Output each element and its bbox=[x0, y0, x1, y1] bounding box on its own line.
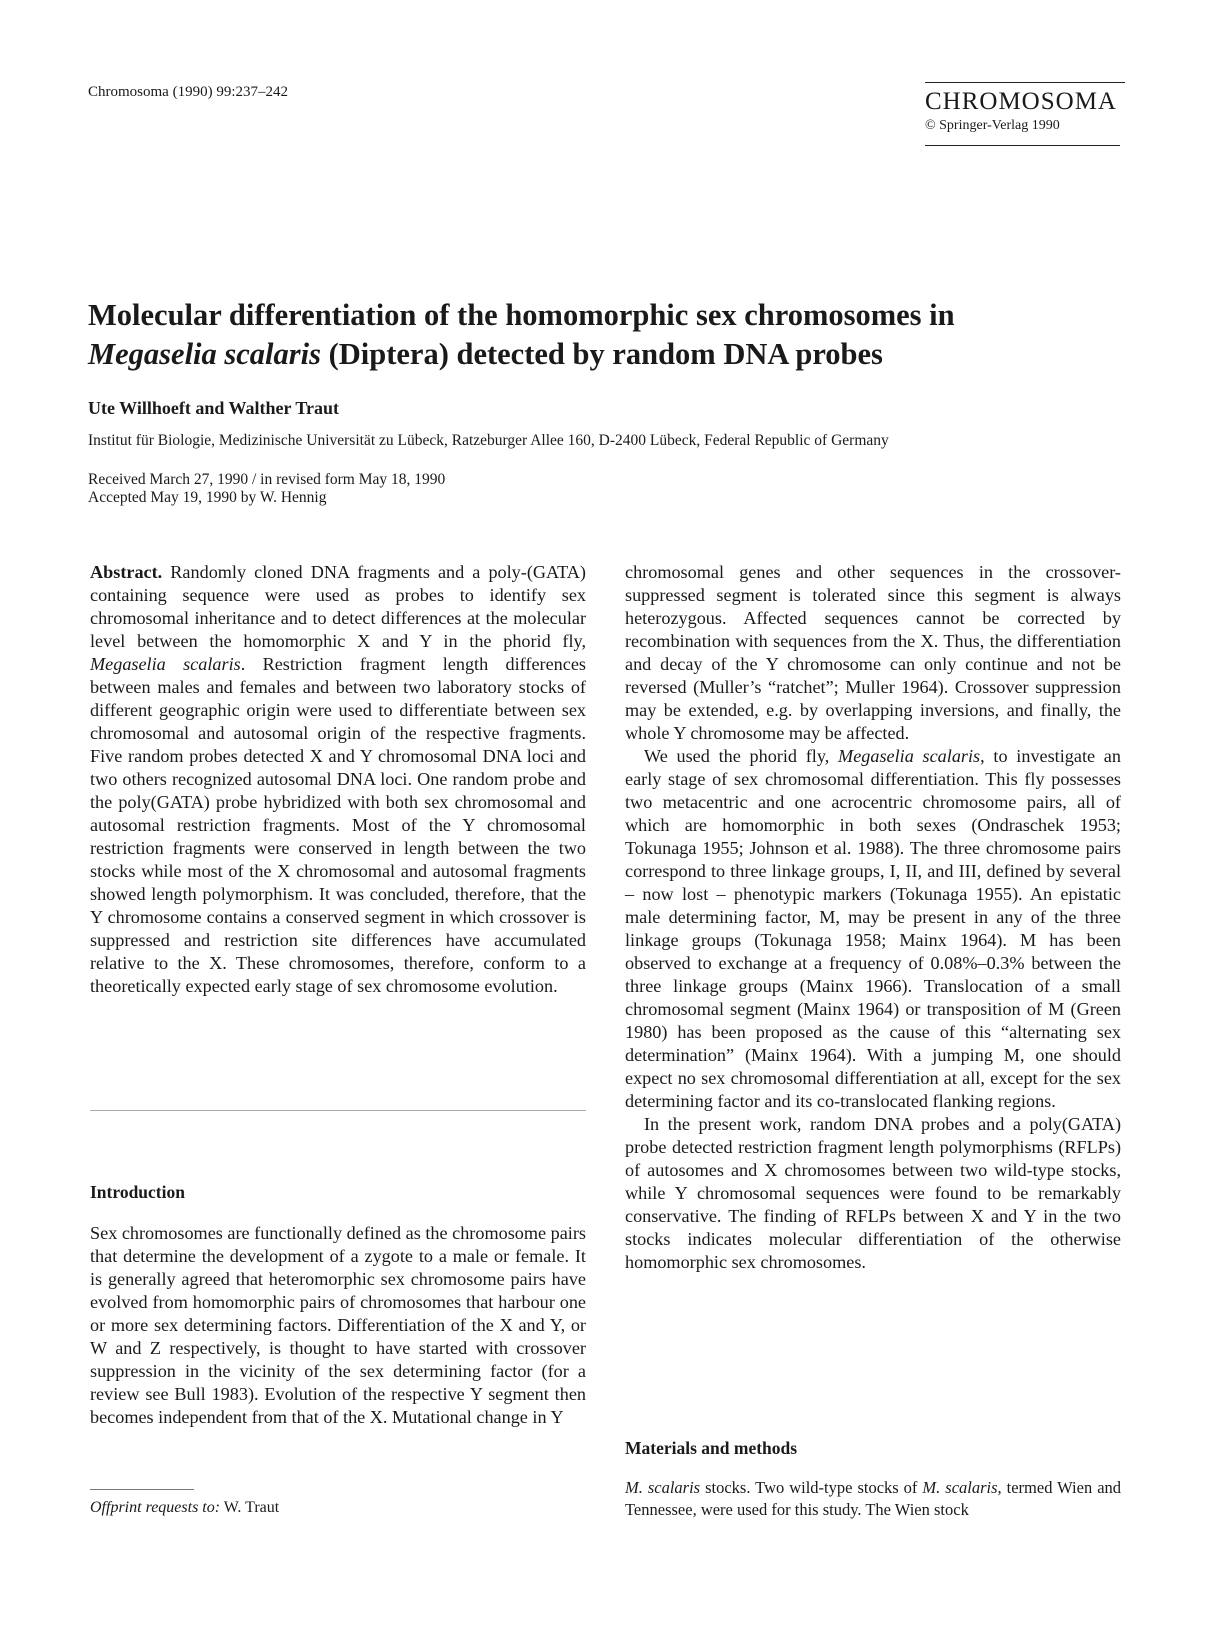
title-line-1: Molecular differentiation of the homomorphic sex chromosomes in bbox=[88, 298, 955, 332]
abstract-divider bbox=[90, 1110, 586, 1111]
introduction-paragraph-continued: chromosomal genes and other sequences in the crossover-suppressed segment is tolerated since this segment is always heterozygous. Affected sequences cannot be corrected by recombination with sequences from the X. Thus, the differentiation and decay of the Y chromosome can only continue and not be reversed (Muller’s “ratchet”; Muller 1964). Crossover suppression may be extended, e.g. by overlapping inversions, and finally, the whole Y chromosome may be affected. bbox=[625, 562, 1121, 743]
brand-bottom-rule bbox=[925, 145, 1120, 146]
introduction-body bbox=[90, 1222, 586, 1429]
abstract-paragraph bbox=[90, 561, 586, 998]
journal-reference: Chromosoma (1990) 99:237–242 bbox=[88, 84, 288, 100]
para2-species: Megaselia scalaris bbox=[838, 746, 981, 766]
right-column bbox=[625, 561, 1121, 1274]
methods-species: M. scalaris bbox=[922, 1478, 998, 1497]
methods-body bbox=[625, 1477, 1121, 1521]
title-species: Megaselia scalaris bbox=[88, 337, 321, 371]
methods-heading: Materials and methods bbox=[625, 1438, 798, 1458]
abstract-column bbox=[90, 561, 586, 998]
abstract-text-part-2: . Restriction fragment length differences between males and females and between two laboratory stocks of different geographic origin were used to differentiate between sex chromosomal and autosomal origin of the respective fragments. Five random probes detected X and Y chromosomal DNA loci and two others recognized autosomal DNA loci. One random probe and the poly(GATA) probe hybridized with both sex chromosomal and autosomal restriction fragments. Most of the Y chromosomal restriction fragments were conserved in length between the two stocks while most of the X chromosomal and autosomal fragments showed length polymorphism. It was concluded, therefore, that the Y chromosome contains a conserved segment in which crossover is suppressed and restriction site differences have accumulated relative to the X. These chromosomes, therefore, conform to a theoretically expected early stage of sex chromosome evolution. bbox=[90, 654, 586, 996]
authors: Ute Willhoeft and Walther Traut bbox=[88, 398, 340, 418]
abstract-species: Megaselia scalaris bbox=[90, 654, 241, 674]
abstract-text-part-1: Randomly cloned DNA fragments and a poly-(GATA) containing sequence were used as probes to identify sex chromosomal inheritance and to detect differences at the molecular level between the homomorphic X and Y in the phorid fly, bbox=[90, 562, 586, 651]
methods-species-lead: M. scalaris bbox=[625, 1478, 701, 1497]
title-line-2 bbox=[88, 335, 1148, 374]
journal-name: CHROMOSOMA bbox=[925, 88, 1117, 115]
methods-text-part-1: stocks. Two wild-type stocks of bbox=[700, 1478, 923, 1497]
received-date: Received March 27, 1990 / in revised form May 18, 1990 bbox=[88, 471, 446, 488]
footnote-rule bbox=[90, 1489, 194, 1490]
title-line-2-rest: (Diptera) detected by random DNA probes bbox=[320, 337, 883, 371]
article-title bbox=[88, 296, 1148, 374]
footnote-label: Offprint requests to: bbox=[90, 1499, 221, 1516]
introduction-paragraph-2 bbox=[625, 745, 1121, 1113]
brand-top-rule bbox=[925, 82, 1125, 83]
para2-text-part-2: , to investigate an early stage of sex chromosomal differentiation. This fly possesses two metacentric and one acrocentric chromosome pairs, all of which are homomorphic in both sexes (Ondraschek 1953; Tokunaga 1955; Johnson et al. 1988). The three chromosome pairs correspond to three linkage groups, I, II, and III, defined by several – now lost – phenotypic markers (Tokunaga 1955). An epistatic male determining factor, M, may be present in any of the three linkage groups (Tokunaga 1958; Mainx 1964). M has been observed to exchange at a frequency of 0.08%–0.3% between the three linkage groups (Mainx 1966). Translocation of a small chromosomal segment (Mainx 1964) or transposition of M (Green 1980) has been proposed as the cause of this “alternating sex determination” (Mainx 1964). With a jumping M, one should expect no sex chromosomal differentiation at all, except for the sex determining factor and its co-translocated flanking regions. bbox=[625, 746, 1121, 1111]
publication-dates bbox=[88, 471, 445, 507]
abstract-label: Abstract. bbox=[90, 562, 163, 582]
journal-brand-block bbox=[925, 82, 1125, 146]
copyright-notice: © Springer-Verlag 1990 bbox=[925, 118, 1060, 133]
methods-paragraph-1 bbox=[625, 1477, 1121, 1521]
introduction-paragraph-1: Sex chromosomes are functionally defined as the chromosome pairs that determine the development of a zygote to a male or female. It is generally agreed that heteromorphic sex chromosome pairs have evolved from homomorphic pairs of chromosomes that harbour one or more sex determining factors. Differentiation of the X and Y, or W and Z respectively, is thought to have started with crossover suppression in the vicinity of the sex determining factor (for a review see Bull 1983). Evolution of the respective Y segment then becomes independent from that of the X. Mutational change in Y bbox=[90, 1223, 586, 1427]
footnote bbox=[90, 1499, 279, 1517]
affiliation: Institut für Biologie, Medizinische Universität zu Lübeck, Ratzeburger Allee 160, D-2400 Lübeck, Federal Republic of Germany bbox=[88, 432, 889, 449]
methods-text-part-2: , termed Wien and Tennessee, were used for this study. The Wien stock bbox=[625, 1478, 1122, 1519]
para2-text-part-1: We used the phorid fly, bbox=[644, 746, 839, 766]
accepted-date: Accepted May 19, 1990 by W. Hennig bbox=[88, 489, 327, 506]
introduction-heading: Introduction bbox=[90, 1182, 185, 1202]
footnote-name: W. Traut bbox=[220, 1499, 280, 1516]
introduction-paragraph-3: In the present work, random DNA probes and a poly(GATA) probe detected restriction fragment length polymorphisms (RFLPs) of autosomes and X chromosomes between two wild-type stocks, while Y chromosomal sequences were found to be remarkably conservative. The finding of RFLPs between X and Y in the two stocks indicates molecular differentiation of the otherwise homomorphic sex chromosomes. bbox=[625, 1114, 1121, 1272]
